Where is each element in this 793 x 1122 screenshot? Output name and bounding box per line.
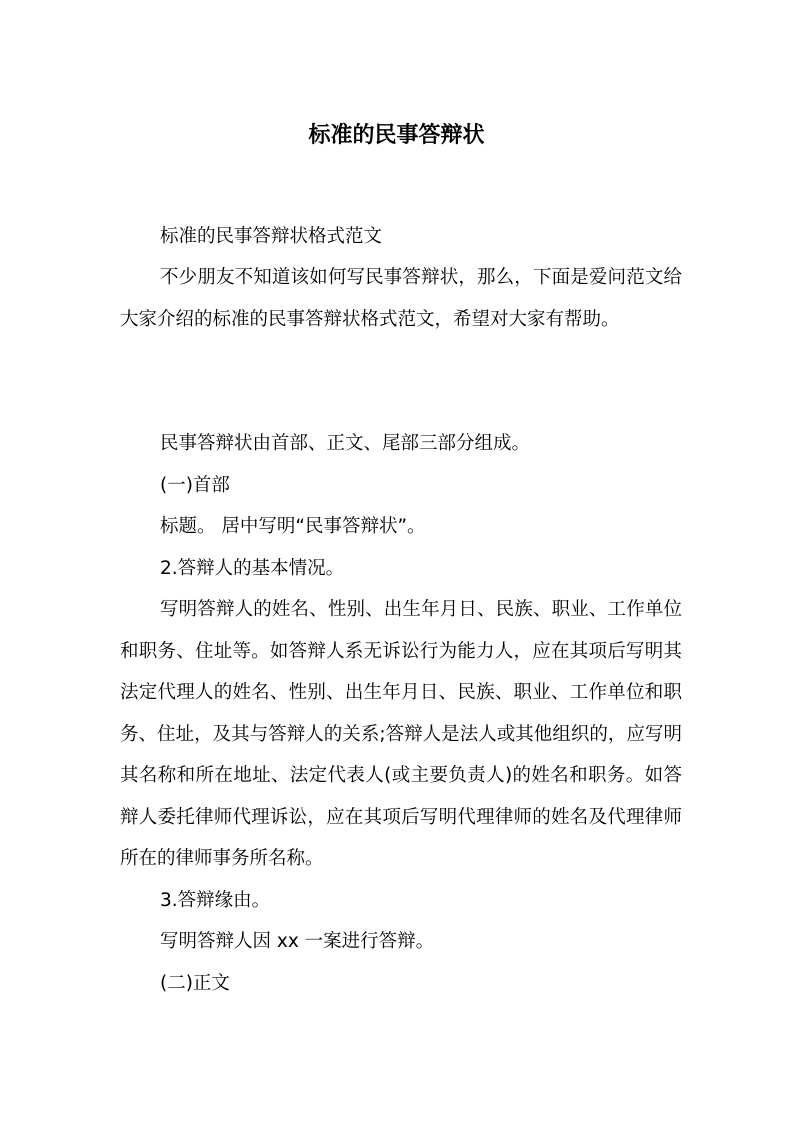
paragraph-title-item: 标题。 居中写明“民事答辩状”。: [160, 516, 426, 537]
paragraph-respondent-heading: 2.答辩人的基本情况。: [160, 558, 345, 579]
section-heading-body: (二)正文: [160, 973, 230, 994]
paragraph-structure: 民事答辩状由首部、正文、尾部三部分组成。: [160, 433, 531, 454]
section-heading-header: (一)首部: [160, 475, 230, 496]
paragraph-intro: 不少朋友不知道该如何写民事答辩状，那么，下面是爱问范文给大家介绍的标准的民事答辩状格式范文，希望对大家有帮助。: [120, 267, 682, 330]
paragraph-reason-details: 写明答辩人因 xx 一案进行答辩。: [160, 931, 435, 952]
paragraph-respondent-details: 写明答辩人的姓名、性别、出生年月日、民族、职业、工作单位和职务、住址等。如答辩人系无诉讼行为能力人，应在其项后写明其法定代理人的姓名、性别、出生年月日、民族、职业、工作单位和职务、住址，及其与答辩人的关系;答辩人是法人或其他组织的，应写明其名称和所在地址、法定代表人(或主要负责人)的姓名和职务。如答辩人委托律师代理诉讼，应在其项后写明代理律师的姓名及代理律师所在的律师事务所名称。: [120, 599, 682, 869]
document-title: 标准的民事答辩状: [308, 123, 485, 148]
paragraph-reason-heading: 3.答辩缘由。: [160, 890, 271, 911]
paragraph-subtitle: 标准的民事答辩状格式范文: [160, 226, 383, 247]
